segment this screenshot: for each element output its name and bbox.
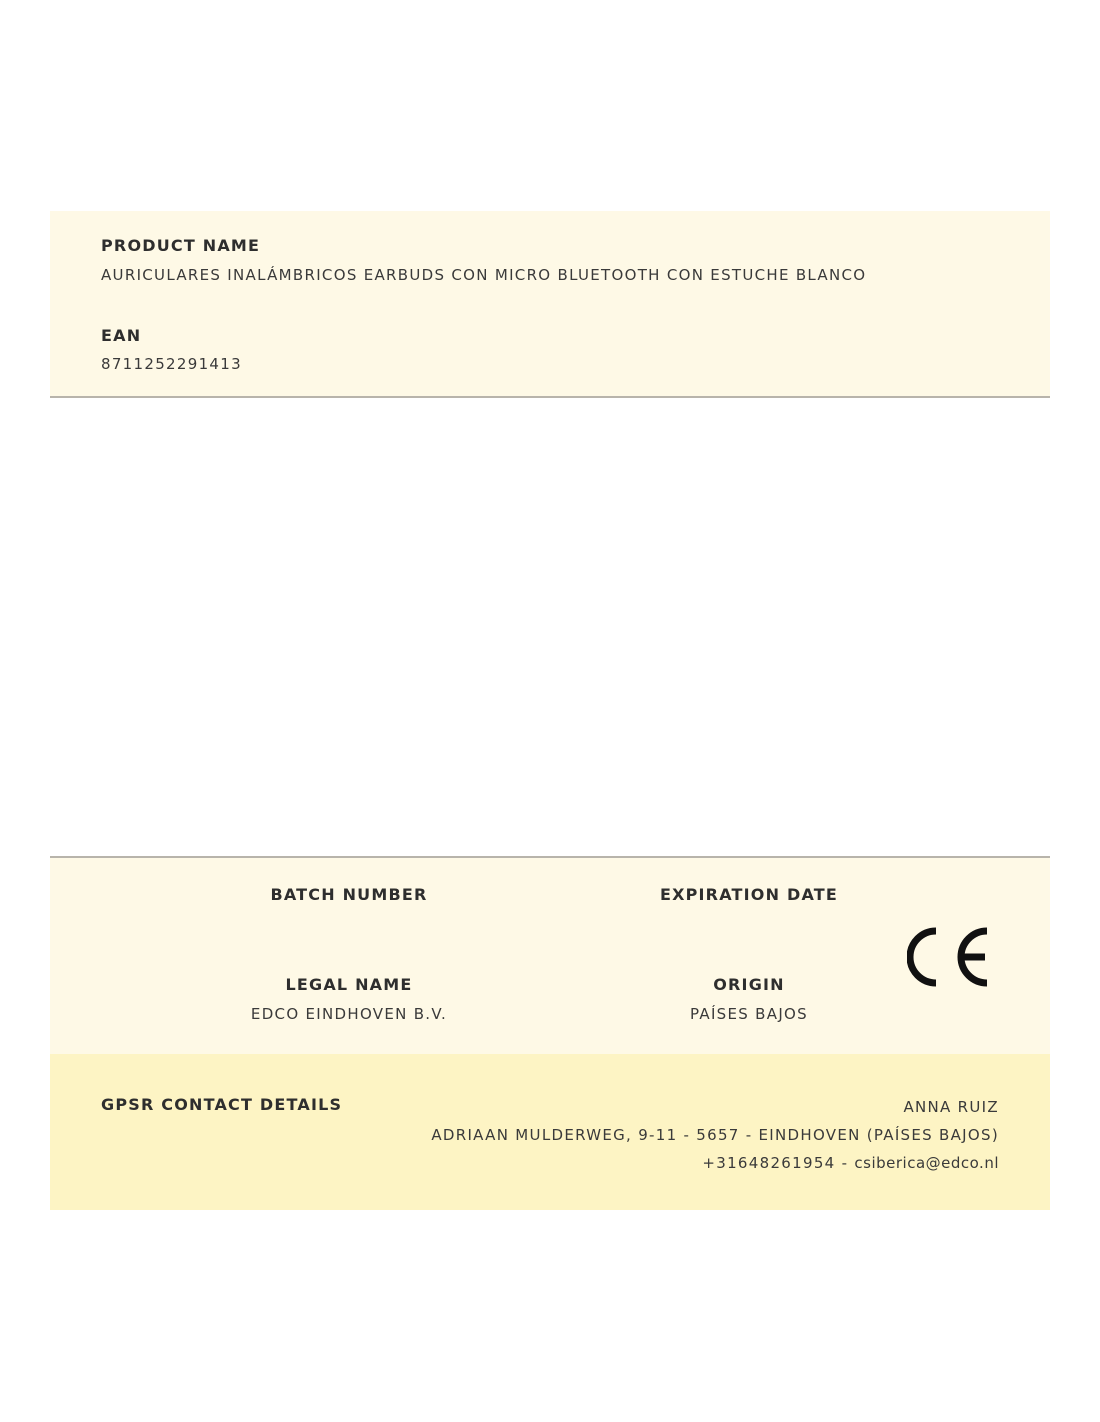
gpsr-phone: +31648261954	[702, 1154, 836, 1172]
gpsr-contact-details	[431, 1095, 999, 1177]
ean-label: EAN	[101, 326, 142, 345]
expiration-date-label: EXPIRATION DATE	[659, 885, 839, 904]
batch-number-label: BATCH NUMBER	[270, 885, 428, 904]
legal-name-value: EDCO EINDHOVEN B.V.	[250, 1005, 448, 1023]
gpsr-contact-panel	[50, 1054, 1050, 1210]
legal-name-label: LEGAL NAME	[285, 975, 413, 994]
gpsr-email: csiberica@edco.nl	[854, 1154, 999, 1172]
ean-value: 8711252291413	[101, 355, 242, 373]
product-name-value: AURICULARES INALÁMBRICOS EARBUDS CON MICRO BLUETOOTH CON ESTUCHE BLANCO	[101, 266, 867, 284]
gpsr-phone-email-line	[431, 1149, 999, 1177]
product-info-panel	[50, 211, 1050, 398]
batch-info-panel	[50, 856, 1050, 1056]
origin-value: PAÍSES BAJOS	[690, 1005, 808, 1023]
gpsr-contact-label: GPSR CONTACT DETAILS	[101, 1095, 343, 1114]
ce-mark-icon	[907, 927, 991, 987]
gpsr-separator: -	[835, 1154, 855, 1172]
gpsr-address: ADRIAAN MULDERWEG, 9-11 - 5657 - EINDHOVEN (PAÍSES BAJOS)	[431, 1126, 999, 1144]
origin-label: ORIGIN	[713, 975, 785, 994]
product-name-label: PRODUCT NAME	[101, 236, 261, 255]
gpsr-contact-name: ANNA RUIZ	[903, 1098, 999, 1116]
